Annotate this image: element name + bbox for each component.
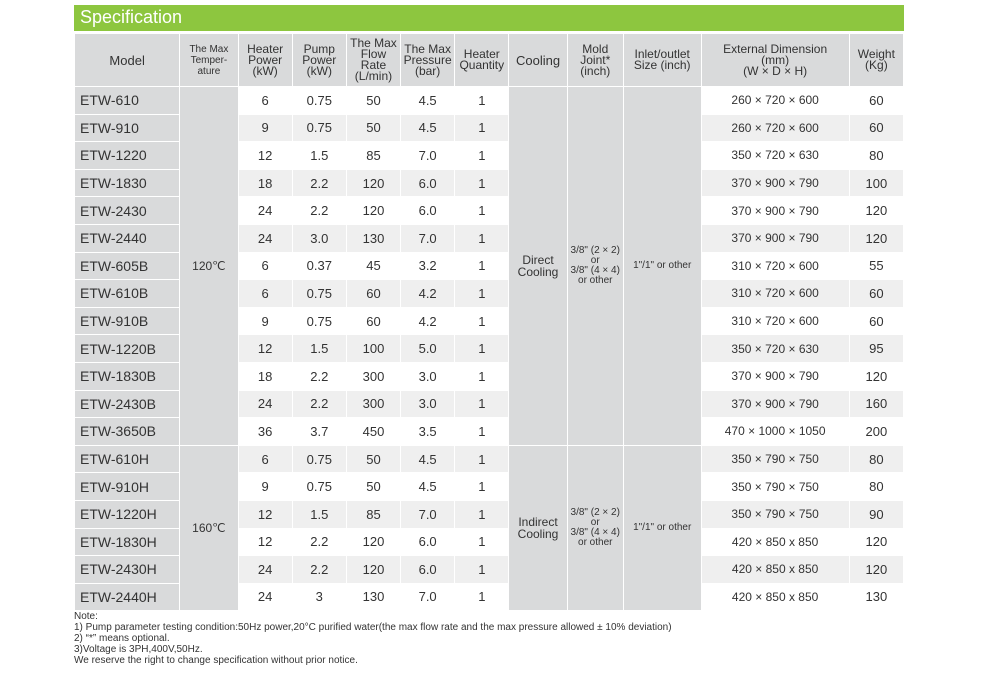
ext-dim-cell: 310 × 720 × 600 xyxy=(701,280,849,308)
weight-cell: 120 xyxy=(849,362,903,390)
model-cell: ETW-1830 xyxy=(75,169,180,197)
pump-power-cell: 0.75 xyxy=(292,114,346,142)
model-cell: ETW-610H xyxy=(75,445,180,473)
col-pump-power: Pump Power (kW) xyxy=(292,34,346,87)
weight-cell: 80 xyxy=(849,445,903,473)
heater-power-cell: 12 xyxy=(238,142,292,170)
heater-power-cell: 12 xyxy=(238,335,292,363)
cooling-cell xyxy=(509,445,567,611)
ext-dim-cell: 420 × 850 x 850 xyxy=(701,583,849,611)
heater-power-cell: 18 xyxy=(238,362,292,390)
merged-line: or other xyxy=(578,274,613,286)
ext-dim-cell: 370 × 900 × 790 xyxy=(701,224,849,252)
heater-power-cell: 36 xyxy=(238,418,292,446)
heater-power-cell: 24 xyxy=(238,556,292,584)
pump-power-cell: 2.2 xyxy=(292,169,346,197)
merged-line: Cooling xyxy=(517,264,559,279)
weight-cell: 60 xyxy=(849,114,903,142)
max-flow-cell: 50 xyxy=(346,473,400,501)
heater-qty-cell: 1 xyxy=(455,528,509,556)
max-pressure-cell: 3.5 xyxy=(401,418,455,446)
heater-power-cell: 9 xyxy=(238,473,292,501)
weight-cell: 100 xyxy=(849,169,903,197)
heater-qty-cell: 1 xyxy=(455,583,509,611)
heater-qty-cell: 1 xyxy=(455,142,509,170)
max-flow-cell: 60 xyxy=(346,280,400,308)
note-line: 1) Pump parameter testing condition:50Hz power,20°C purified water(the max flow rate and the max pressure allowed ± 10% deviation) xyxy=(74,622,672,633)
pump-power-cell: 2.2 xyxy=(292,197,346,225)
ext-dim-cell: 350 × 790 × 750 xyxy=(701,500,849,528)
heater-qty-cell: 1 xyxy=(455,252,509,280)
max-pressure-cell: 7.0 xyxy=(401,224,455,252)
cooling-cell xyxy=(509,87,567,446)
max-pressure-cell: 6.0 xyxy=(401,528,455,556)
max-flow-cell: 50 xyxy=(346,114,400,142)
max-flow-cell: 450 xyxy=(346,418,400,446)
col-weight: Weight (Kg) xyxy=(849,34,903,87)
col-cooling: Cooling xyxy=(509,34,567,87)
merged-line: or xyxy=(590,254,600,266)
heater-qty-cell: 1 xyxy=(455,114,509,142)
pump-power-cell: 1.5 xyxy=(292,142,346,170)
ext-dim-cell: 260 × 720 × 600 xyxy=(701,87,849,115)
heater-power-cell: 6 xyxy=(238,280,292,308)
max-pressure-cell: 7.0 xyxy=(401,142,455,170)
ext-dim-cell: 470 × 1000 × 1050 xyxy=(701,418,849,446)
max-pressure-cell: 6.0 xyxy=(401,197,455,225)
model-cell: ETW-1830H xyxy=(75,528,180,556)
model-cell: ETW-1830B xyxy=(75,362,180,390)
heater-qty-cell: 1 xyxy=(455,197,509,225)
max-flow-cell: 50 xyxy=(346,445,400,473)
max-flow-cell: 130 xyxy=(346,583,400,611)
heater-qty-cell: 1 xyxy=(455,335,509,363)
heater-qty-cell: 1 xyxy=(455,500,509,528)
heater-qty-cell: 1 xyxy=(455,556,509,584)
col-max-temp: The Max Temper- ature xyxy=(180,34,238,87)
weight-cell: 60 xyxy=(849,307,903,335)
ext-dim-cell: 260 × 720 × 600 xyxy=(701,114,849,142)
model-cell: ETW-610 xyxy=(75,87,180,115)
inlet-outlet-cell: 1"/1" or other xyxy=(623,445,701,611)
note-line: 3)Voltage is 3PH,400V,50Hz. xyxy=(74,644,203,655)
heater-qty-cell: 1 xyxy=(455,87,509,115)
merged-line: or xyxy=(590,517,600,528)
max-flow-cell: 120 xyxy=(346,197,400,225)
model-cell: ETW-1220H xyxy=(75,500,180,528)
max-temp-cell: 160℃ xyxy=(180,445,238,611)
max-pressure-cell: 4.5 xyxy=(401,87,455,115)
notes xyxy=(74,611,904,666)
max-pressure-cell: 4.5 xyxy=(401,114,455,142)
merged-line: or other xyxy=(578,537,613,548)
col-inlet-outlet: Inlet/outlet Size (inch) xyxy=(623,34,701,87)
heater-qty-cell: 1 xyxy=(455,307,509,335)
pump-power-cell: 2.2 xyxy=(292,556,346,584)
heater-qty-cell: 1 xyxy=(455,445,509,473)
table-row xyxy=(75,87,904,115)
model-cell: ETW-3650B xyxy=(75,418,180,446)
pump-power-cell: 0.75 xyxy=(292,280,346,308)
pump-power-cell: 3.0 xyxy=(292,224,346,252)
model-cell: ETW-1220B xyxy=(75,335,180,363)
max-pressure-cell: 5.0 xyxy=(401,335,455,363)
heater-power-cell: 24 xyxy=(238,583,292,611)
merged-line: Indirect xyxy=(518,515,558,529)
max-pressure-cell: 4.5 xyxy=(401,473,455,501)
weight-cell: 120 xyxy=(849,197,903,225)
heater-qty-cell: 1 xyxy=(455,473,509,501)
ext-dim-cell: 370 × 900 × 790 xyxy=(701,390,849,418)
heater-power-cell: 9 xyxy=(238,114,292,142)
max-temp-cell: 120℃ xyxy=(180,87,238,446)
inlet-outlet-cell: 1"/1" or other xyxy=(623,87,701,446)
heater-qty-cell: 1 xyxy=(455,280,509,308)
max-pressure-cell: 6.0 xyxy=(401,556,455,584)
max-flow-cell: 120 xyxy=(346,528,400,556)
model-cell: ETW-2430B xyxy=(75,390,180,418)
model-cell: ETW-910H xyxy=(75,473,180,501)
heater-power-cell: 12 xyxy=(238,500,292,528)
pump-power-cell: 3.7 xyxy=(292,418,346,446)
pump-power-cell: 1.5 xyxy=(292,335,346,363)
pump-power-cell: 0.75 xyxy=(292,473,346,501)
merged-line: 3/8" (4 × 4) xyxy=(570,264,620,276)
note-line: We reserve the right to change specification without prior notice. xyxy=(74,655,358,666)
heater-power-cell: 18 xyxy=(238,169,292,197)
mold-joint-cell xyxy=(567,445,623,611)
heater-power-cell: 6 xyxy=(238,87,292,115)
weight-cell: 120 xyxy=(849,224,903,252)
merged-line: 3/8" (2 × 2) xyxy=(570,507,620,518)
mold-joint-cell xyxy=(567,87,623,446)
weight-cell: 90 xyxy=(849,500,903,528)
section-header xyxy=(74,5,904,31)
heater-power-cell: 24 xyxy=(238,197,292,225)
weight-cell: 95 xyxy=(849,335,903,363)
col-mold-joint: Mold Joint* (inch) xyxy=(567,34,623,87)
merged-line: Cooling xyxy=(517,527,559,541)
heater-power-cell: 9 xyxy=(238,307,292,335)
max-flow-cell: 60 xyxy=(346,307,400,335)
max-flow-cell: 120 xyxy=(346,169,400,197)
ext-dim-cell: 370 × 900 × 790 xyxy=(701,362,849,390)
heater-power-cell: 12 xyxy=(238,528,292,556)
pump-power-cell: 3 xyxy=(292,583,346,611)
model-cell: ETW-2430 xyxy=(75,197,180,225)
header-row xyxy=(75,34,904,87)
weight-cell: 80 xyxy=(849,142,903,170)
pump-power-cell: 2.2 xyxy=(292,528,346,556)
ext-dim-cell: 420 × 850 x 850 xyxy=(701,556,849,584)
pump-power-cell: 2.2 xyxy=(292,362,346,390)
section-title: Specification xyxy=(80,7,183,27)
model-cell: ETW-2440 xyxy=(75,224,180,252)
max-flow-cell: 50 xyxy=(346,87,400,115)
model-cell: ETW-610B xyxy=(75,280,180,308)
col-model: Model xyxy=(75,34,180,87)
max-pressure-cell: 4.5 xyxy=(401,445,455,473)
ext-dim-cell: 350 × 790 × 750 xyxy=(701,445,849,473)
pump-power-cell: 0.37 xyxy=(292,252,346,280)
ext-dim-cell: 310 × 720 × 600 xyxy=(701,252,849,280)
model-cell: ETW-605B xyxy=(75,252,180,280)
heater-qty-cell: 1 xyxy=(455,390,509,418)
ext-dim-cell: 350 × 790 × 750 xyxy=(701,473,849,501)
ext-dim-cell: 370 × 900 × 790 xyxy=(701,197,849,225)
ext-dim-cell: 350 × 720 × 630 xyxy=(701,142,849,170)
weight-cell: 80 xyxy=(849,473,903,501)
note-line: 2) “*” means optional. xyxy=(74,633,170,644)
table-row xyxy=(75,445,904,473)
table-body xyxy=(75,87,904,611)
max-pressure-cell: 7.0 xyxy=(401,583,455,611)
max-flow-cell: 100 xyxy=(346,335,400,363)
max-flow-cell: 120 xyxy=(346,556,400,584)
ext-dim-cell: 310 × 720 × 600 xyxy=(701,307,849,335)
max-pressure-cell: 4.2 xyxy=(401,307,455,335)
max-flow-cell: 300 xyxy=(346,362,400,390)
max-pressure-cell: 3.0 xyxy=(401,362,455,390)
model-cell: ETW-1220 xyxy=(75,142,180,170)
heater-qty-cell: 1 xyxy=(455,169,509,197)
pump-power-cell: 2.2 xyxy=(292,390,346,418)
weight-cell: 55 xyxy=(849,252,903,280)
model-cell: ETW-2440H xyxy=(75,583,180,611)
max-pressure-cell: 4.2 xyxy=(401,280,455,308)
col-ext-dim: External Dimension (mm) (W × D × H) xyxy=(701,34,849,87)
model-cell: ETW-2430H xyxy=(75,556,180,584)
weight-cell: 160 xyxy=(849,390,903,418)
max-pressure-cell: 7.0 xyxy=(401,500,455,528)
max-pressure-cell: 6.0 xyxy=(401,169,455,197)
merged-line: Direct xyxy=(522,252,554,267)
pump-power-cell: 0.75 xyxy=(292,307,346,335)
weight-cell: 120 xyxy=(849,528,903,556)
max-flow-cell: 45 xyxy=(346,252,400,280)
heater-qty-cell: 1 xyxy=(455,362,509,390)
model-cell: ETW-910B xyxy=(75,307,180,335)
merged-line: 3/8" (2 × 2) xyxy=(570,244,620,256)
weight-cell: 130 xyxy=(849,583,903,611)
model-cell: ETW-910 xyxy=(75,114,180,142)
heater-power-cell: 6 xyxy=(238,445,292,473)
col-heater-power: Heater Power (kW) xyxy=(238,34,292,87)
weight-cell: 60 xyxy=(849,87,903,115)
max-pressure-cell: 3.2 xyxy=(401,252,455,280)
heater-qty-cell: 1 xyxy=(455,418,509,446)
pump-power-cell: 0.75 xyxy=(292,87,346,115)
heater-power-cell: 6 xyxy=(238,252,292,280)
merged-line: 3/8" (4 × 4) xyxy=(570,527,620,538)
heater-power-cell: 24 xyxy=(238,224,292,252)
pump-power-cell: 1.5 xyxy=(292,500,346,528)
ext-dim-cell: 420 × 850 x 850 xyxy=(701,528,849,556)
heater-qty-cell: 1 xyxy=(455,224,509,252)
ext-dim-cell: 370 × 900 × 790 xyxy=(701,169,849,197)
heater-power-cell: 24 xyxy=(238,390,292,418)
col-max-pressure: The Max Pressure (bar) xyxy=(401,34,455,87)
ext-dim-cell: 350 × 720 × 630 xyxy=(701,335,849,363)
col-heater-qty: Heater Quantity xyxy=(455,34,509,87)
weight-cell: 60 xyxy=(849,280,903,308)
weight-cell: 120 xyxy=(849,556,903,584)
max-pressure-cell: 3.0 xyxy=(401,390,455,418)
max-flow-cell: 85 xyxy=(346,142,400,170)
max-flow-cell: 300 xyxy=(346,390,400,418)
specification-table xyxy=(74,33,904,611)
note-heading: Note: xyxy=(74,611,98,622)
weight-cell: 200 xyxy=(849,418,903,446)
max-flow-cell: 85 xyxy=(346,500,400,528)
col-max-flow: The Max Flow Rate (L/min) xyxy=(346,34,400,87)
pump-power-cell: 0.75 xyxy=(292,445,346,473)
max-flow-cell: 130 xyxy=(346,224,400,252)
